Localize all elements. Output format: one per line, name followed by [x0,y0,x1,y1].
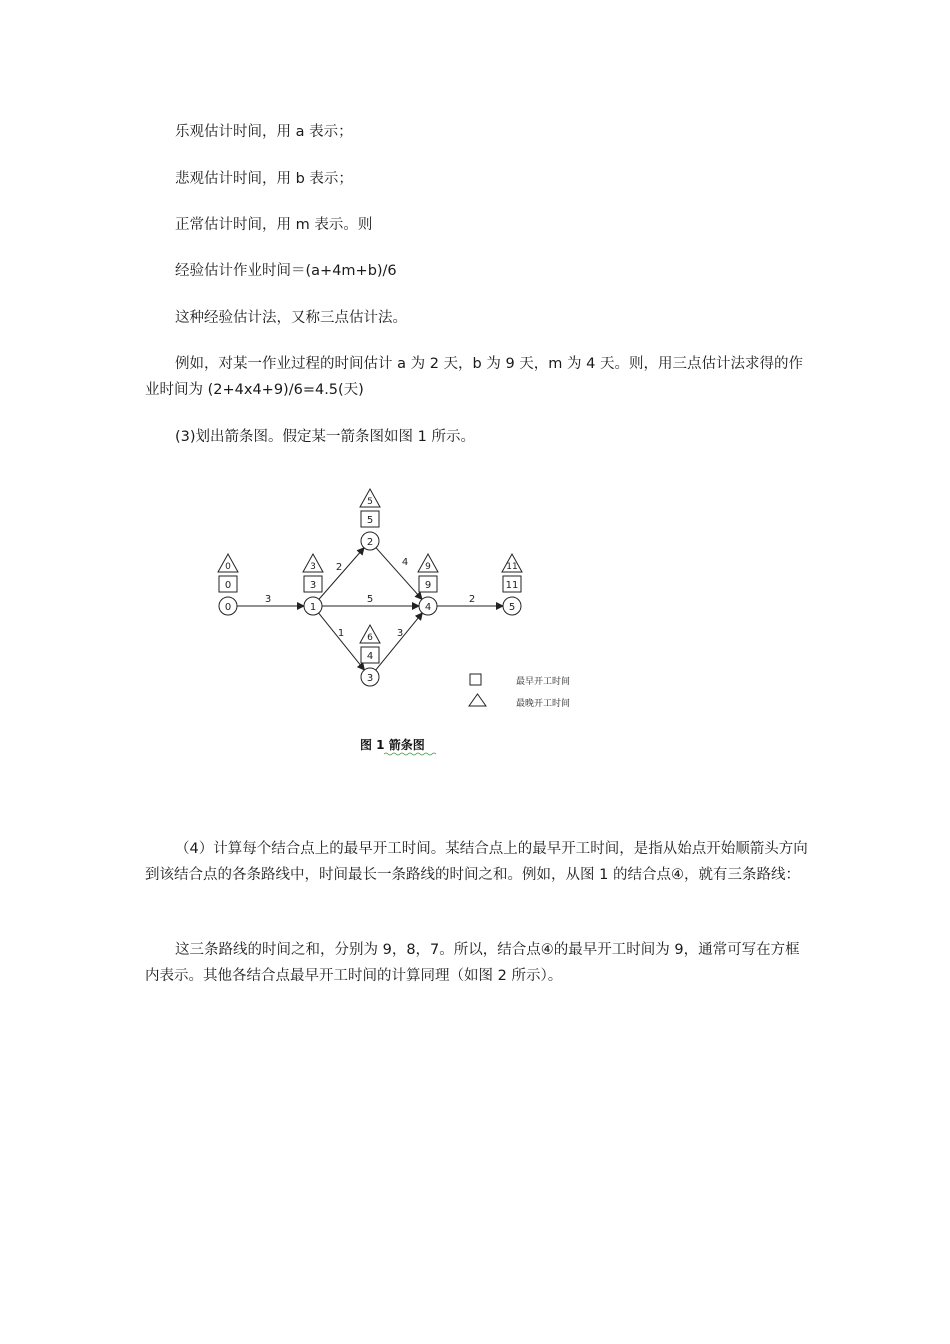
legend-square-icon [470,674,481,685]
node-number: 4 [424,602,432,613]
edge-duration-label: 5 [366,594,374,605]
node-number: 5 [508,602,516,613]
latest-start-value: 5 [367,497,373,507]
edge-duration-label: 3 [264,594,272,605]
paragraph-path-sums: 这三条路线的时间之和，分别为 9，8，7。所以，结合点④的最早开工时间为 9，通常可写在方框内表示。其他各结合点最早开工时间的计算同理（如图 2 所示）。 [145,942,800,984]
node-4 [418,554,438,615]
latest-start-value: 9 [425,562,431,572]
diagram-nodes [218,489,522,686]
arrow-diagram-figure [200,480,620,770]
paragraph-earliest-start-definition: （4）计算每个结合点上的最早开工时间。某结合点上的最早开工时间，是指从始点开始顺箭头方向到该结合点的各条路线中，时间最长一条路线的时间之和。例如，从图 1 的结合点④，就有三条路线： [145,841,808,883]
earliest-start-value: 4 [366,651,374,662]
paragraph-normal-estimate: 正常估计时间，用 m 表示。则 [175,217,373,233]
edge-duration-label: 1 [337,628,345,639]
legend-square-label: 最早开工时间 [516,677,571,687]
earliest-start-value: 3 [309,580,317,591]
node-0 [218,554,238,615]
edge-duration-label: 2 [335,562,343,573]
edge-duration-label: 2 [468,594,476,605]
edge-duration-label: 4 [401,557,409,568]
latest-start-value: 3 [310,562,316,572]
edge-arrow [376,613,423,670]
edge-arrow [319,548,364,599]
node-number: 3 [366,673,374,684]
edge-arrow [376,548,422,600]
node-number: 2 [366,537,374,548]
paragraph-pessimistic-estimate: 悲观估计时间，用 b 表示； [175,171,353,187]
paragraph-three-point-method: 这种经验估计法，又称三点估计法。 [175,310,407,326]
latest-start-value: 11 [506,562,518,572]
node-1 [303,554,323,615]
legend-triangle-label: 最晚开工时间 [516,699,571,709]
legend-triangle-icon [469,694,486,706]
earliest-start-value: 9 [424,580,432,591]
node-number: 0 [224,602,232,613]
edge-arrow [319,613,365,670]
paragraph-draw-arrow-diagram: (3)划出箭条图。假定某一箭条图如图 1 所示。 [175,429,475,445]
node-2 [360,489,380,550]
caption-spellcheck-underline [384,753,436,755]
paragraph-example: 例如，对某一作业过程的时间估计 a 为 2 天，b 为 9 天，m 为 4 天。则，用三点估计法求得的作业时间为 (2+4x4+9)/6=4.5(天) [145,356,803,398]
earliest-start-value: 11 [505,580,519,591]
earliest-start-value: 0 [224,580,232,591]
paragraph-formula: 经验估计作业时间＝(a+4m+b)/6 [175,263,397,279]
latest-start-value: 6 [367,633,373,643]
figure-caption: 图 1 箭条图 [360,738,425,752]
node-3 [360,625,380,686]
node-number: 1 [309,602,317,613]
node-5 [502,554,522,615]
latest-start-value: 0 [225,562,231,572]
edge-duration-label: 3 [396,628,404,639]
diagram-legend [469,674,570,709]
paragraph-optimistic-estimate: 乐观估计时间，用 a 表示； [175,124,353,140]
earliest-start-value: 5 [366,515,374,526]
